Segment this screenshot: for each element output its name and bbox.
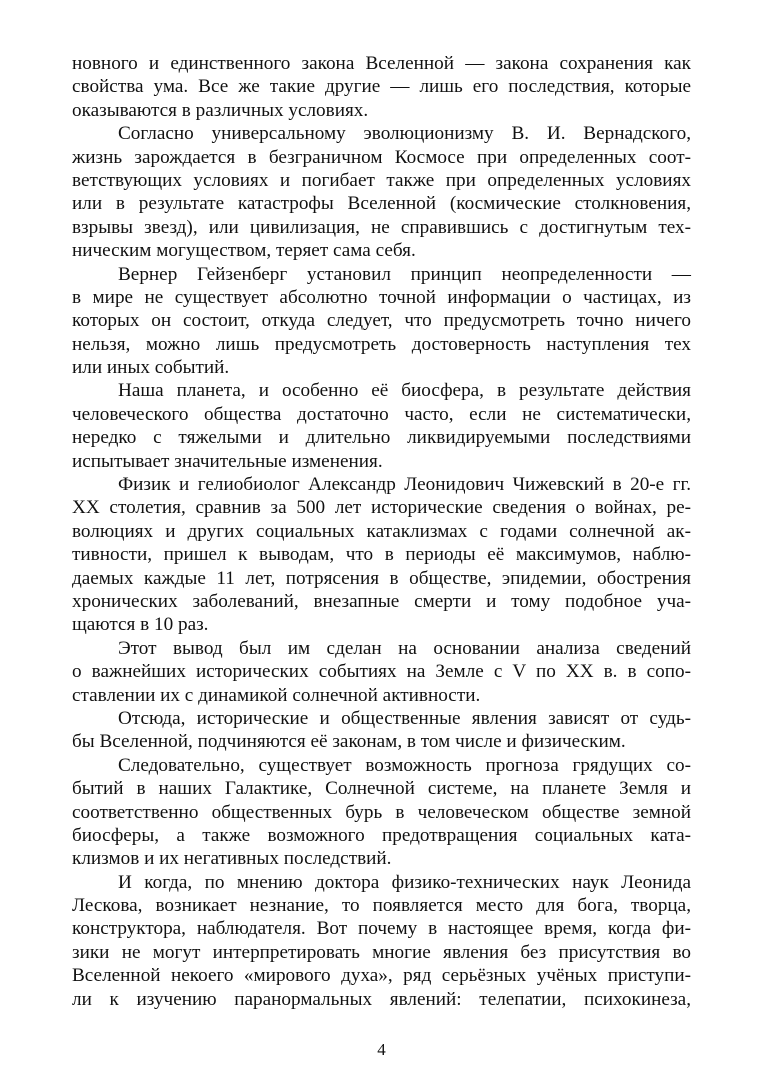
text-line: свойства ума. Все же такие другие — лишь его последствия, которые — [72, 76, 691, 98]
text-line: XX столетия, сравнив за 500 лет исторические сведения о войнах, ре- — [72, 497, 691, 519]
paragraph — [72, 52, 691, 122]
text-line: ли к изучению паранормальных явлений: телепатии, психокинеза, — [72, 988, 691, 1010]
text-line: испытывает значительные изменения. — [72, 450, 383, 472]
text-line: бытий в наших Галактике, Солнечной системе, на планете Земля и — [72, 778, 691, 800]
text-line: или в результате катастрофы Вселенной (космические столкновения, — [72, 193, 691, 215]
text-line: нередко с тяжелыми и длительно ликвидируемыми последствиями — [72, 427, 691, 449]
text-line: соответственно общественных бурь в человеческом обществе земной — [72, 801, 691, 823]
paragraph — [72, 122, 691, 262]
text-line: жизнь зарождается в безграничном Космосе при определенных соот- — [72, 146, 691, 168]
text-line: И когда, по мнению доктора физико-технических наук Леонида — [118, 871, 691, 893]
text-line: Лескова, возникает незнание, то появляется место для бога, творца, — [72, 895, 691, 917]
text-line: Согласно универсальному эволюционизму В. И. Вернадского, — [118, 123, 691, 145]
text-line: или иных событий. — [72, 357, 230, 379]
text-line: нельзя, можно лишь предусмотреть достоверность наступления тех — [72, 333, 691, 355]
text-line: ническим могуществом, теряет сама себя. — [72, 240, 416, 262]
text-line: о важнейших исторических событиях на Земле с V по XX в. в сопо- — [72, 661, 691, 683]
text-line: хронических заболеваний, внезапные смерти и тому подобное уча- — [72, 590, 691, 612]
text-line: человеческого общества достаточно часто, если не систематически, — [72, 403, 691, 425]
text-line: которых он состоит, откуда следует, что предусмотреть точно ничего — [72, 310, 691, 332]
paragraph — [72, 754, 691, 871]
paragraph — [72, 707, 691, 754]
text-line: биосферы, а также возможного предотвращения социальных ката- — [72, 824, 691, 846]
text-line: зики не могут интерпретировать многие явления без присутствия во — [72, 941, 691, 963]
page-number: 4 — [377, 1040, 386, 1059]
text-line: Вселенной некоего «мирового духа», ряд серьёзных учёных приступи- — [72, 965, 691, 987]
text-line: клизмов и их негативных последствий. — [72, 848, 392, 870]
paragraph — [72, 473, 691, 637]
paragraph — [72, 871, 691, 1011]
text-line: волюциях и других социальных катаклизмах с годами солнечной ак- — [72, 520, 691, 542]
text-line: Отсюда, исторические и общественные явления зависят от судь- — [118, 707, 691, 729]
text-line: тивности, пришел к выводам, что в периоды её максимумов, наблю- — [72, 544, 691, 566]
text-line: даемых каждые 11 лет, потрясения в обществе, эпидемии, обострения — [72, 567, 691, 589]
text-line: Этот вывод был им сделан на основании анализа сведений — [118, 637, 691, 659]
text-line: Физик и гелиобиолог Александр Леонидович Чижевский в 20-е гг. — [118, 474, 691, 496]
text-line: новного и единственного закона Вселенной — закона сохранения как — [72, 53, 691, 74]
paragraph — [72, 263, 691, 380]
text-line: Вернер Гейзенберг установил принцип неопределенности — — [118, 263, 691, 285]
text-line: Наша планета, и особенно её биосфера, в результате действия — [118, 380, 691, 402]
text-line: в мире не существует абсолютно точной информации о частицах, из — [72, 286, 691, 308]
text-line: бы Вселенной, подчиняются её законам, в том числе и физическим. — [72, 731, 626, 753]
text-line: ставлении их с динамикой солнечной активности. — [72, 684, 481, 706]
paragraph — [72, 379, 691, 473]
paragraph — [72, 637, 691, 707]
text-line: ветствующих условиях и погибает также при определенных условиях — [72, 169, 691, 191]
page-body — [72, 52, 691, 1011]
text-line: конструктора, наблюдателя. Вот почему в настоящее время, когда фи- — [72, 918, 691, 940]
text-line: Следовательно, существует возможность прогноза грядущих со- — [118, 754, 691, 776]
text-line: щаются в 10 раз. — [72, 614, 209, 636]
text-line: взрывы звезд), или цивилизация, не справившись с достигнутым тех- — [72, 216, 691, 238]
text-line: оказываются в различных условиях. — [72, 99, 369, 121]
